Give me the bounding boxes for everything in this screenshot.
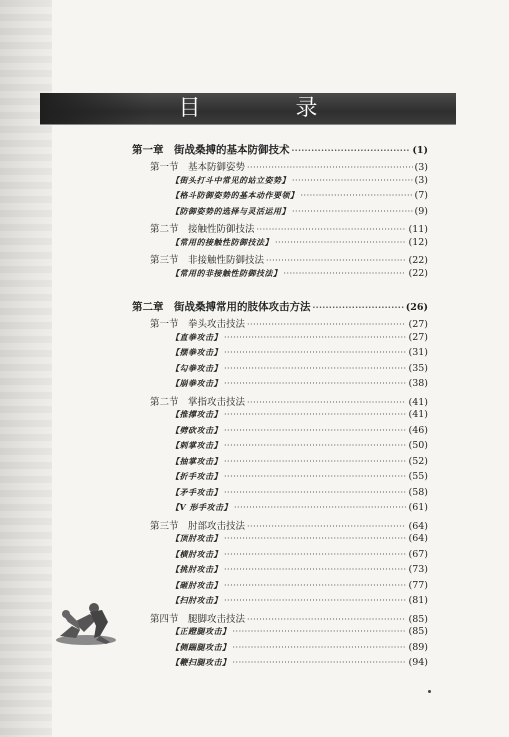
dot-leader <box>233 627 407 636</box>
toc-entry-label: 【V 形手攻击】 <box>171 502 232 512</box>
fighters-illustration <box>50 592 120 648</box>
toc-entry-label: 【刺掌攻击】 <box>171 440 222 450</box>
toc-page-number: (35) <box>408 362 428 374</box>
dot-leader <box>284 269 407 278</box>
toc-page-number: (26) <box>405 302 428 313</box>
toc-item <box>132 642 428 658</box>
toc-entry-label: 【常用的接触性防御技法】 <box>171 236 273 247</box>
toc-entry-label: 【常用的非接触性防御技法】 <box>171 267 282 278</box>
toc-entry-label: 【挑肘攻击】 <box>171 564 222 574</box>
dot-leader <box>247 615 406 624</box>
toc-item <box>132 175 428 191</box>
toc-section <box>132 518 428 534</box>
toc-page-number: (64) <box>408 533 428 544</box>
chapter-gap <box>132 283 428 299</box>
dot-leader <box>224 472 406 481</box>
toc-page-number: (9) <box>414 205 428 217</box>
toc-entry-label: 第二节 接触性防御技法 <box>150 224 255 235</box>
toc-entry-label: 【抽掌攻击】 <box>171 455 222 466</box>
toc-item <box>132 363 428 379</box>
toc-section <box>132 611 428 627</box>
toc-page-number: (27) <box>408 331 428 343</box>
toc-item <box>132 657 428 673</box>
toc-entry-label: 【劈砍攻击】 <box>171 424 222 435</box>
toc-entry-label: 【格斗防御姿势的基本动作要领】 <box>171 190 299 200</box>
dot-leader <box>224 565 406 574</box>
toc-entry-label: 第四节 腿脚攻击技法 <box>150 613 246 625</box>
dot-leader <box>233 643 407 652</box>
dot-leader <box>224 410 406 419</box>
toc-chapter <box>132 299 428 316</box>
toc-page-number: (31) <box>408 347 428 358</box>
toc-item <box>132 595 428 611</box>
dot-leader <box>301 191 413 200</box>
toc-item <box>132 268 428 284</box>
toc-entry-label: 【街头打斗中常见的站立姿势】 <box>171 174 290 185</box>
toc-page-number: (55) <box>408 471 428 482</box>
dot-leader <box>224 596 406 605</box>
toc-page-number: (22) <box>408 255 428 266</box>
dot-leader <box>292 207 413 216</box>
toc-page-number: (94) <box>408 657 428 668</box>
dot-mark <box>428 690 431 693</box>
dot-leader <box>224 333 406 342</box>
dot-leader <box>292 145 411 155</box>
dot-leader <box>275 238 406 247</box>
toc-page-number: (41) <box>408 409 428 420</box>
dot-leader <box>247 522 406 531</box>
toc-page-number: (81) <box>408 595 428 606</box>
dot-leader <box>257 225 407 234</box>
toc-page-number: (27) <box>408 319 428 330</box>
dot-leader <box>247 398 406 407</box>
toc-item <box>132 237 428 253</box>
toc-section <box>132 252 428 268</box>
toc-page-number: (3) <box>414 162 428 173</box>
toc-page-number: (1) <box>412 145 428 156</box>
toc-page-number: (38) <box>408 378 428 389</box>
toc-page-number: (7) <box>414 190 428 201</box>
dot-leader <box>247 320 406 329</box>
dot-leader <box>313 302 404 312</box>
toc-entry-label: 第二节 掌指攻击技法 <box>150 396 246 408</box>
toc-entry-label: 【防御姿势的选择与灵活运用】 <box>171 205 290 216</box>
toc-item <box>132 425 428 441</box>
toc-entry-label: 【摆拳攻击】 <box>171 347 222 357</box>
dot-leader <box>224 581 406 590</box>
toc-page-number: (61) <box>408 502 428 513</box>
dot-leader <box>224 441 406 450</box>
title-banner <box>40 93 456 124</box>
toc-entry-label: 第三节 非接触性防御技法 <box>150 255 265 266</box>
toc-item <box>132 206 428 222</box>
toc-entry-label: 【勾拳攻击】 <box>171 362 222 373</box>
toc-entry-label: 【直拳攻击】 <box>171 331 222 342</box>
toc-page-number: (58) <box>408 486 428 498</box>
toc-item <box>132 471 428 487</box>
toc-entry-label: 第一节 拳头攻击技法 <box>150 319 246 330</box>
toc-item <box>132 626 428 642</box>
page-title: 目 录 <box>178 96 362 121</box>
toc-page-number: (50) <box>408 440 428 451</box>
dot-leader <box>234 503 406 512</box>
toc-section <box>132 316 428 332</box>
toc-page-number: (73) <box>408 564 428 575</box>
toc-item <box>132 440 428 456</box>
toc-page-number: (64) <box>408 520 428 532</box>
toc-entry-label: 【矛手攻击】 <box>171 486 222 497</box>
toc-item <box>132 502 428 518</box>
toc-item <box>132 409 428 425</box>
toc-section <box>132 221 428 237</box>
toc-page-number: (3) <box>414 174 428 186</box>
toc-entry-label: 【侧踹腿攻击】 <box>171 641 231 652</box>
toc-item <box>132 533 428 549</box>
toc-section <box>132 159 428 175</box>
dot-leader <box>292 176 413 185</box>
toc-item <box>132 580 428 596</box>
toc-page-number: (85) <box>408 613 428 625</box>
toc-page-number: (52) <box>408 455 428 467</box>
toc-entry-label: 【折手攻击】 <box>171 471 222 481</box>
toc-entry-label: 第三节 肘部攻击技法 <box>150 520 246 532</box>
toc-chapter <box>132 142 428 159</box>
dot-leader <box>266 256 406 265</box>
toc-page-number: (85) <box>408 626 428 637</box>
toc-page-number: (46) <box>408 424 428 436</box>
dot-leader <box>224 426 406 435</box>
toc-item <box>132 456 428 472</box>
toc-item <box>132 487 428 503</box>
toc-page-number: (12) <box>408 236 428 248</box>
toc-entry-label: 第一节 基本防御姿势 <box>150 162 246 173</box>
table-of-contents <box>132 142 428 673</box>
toc-page-number: (67) <box>408 548 428 560</box>
dot-leader <box>224 348 406 357</box>
toc-page-number: (22) <box>408 267 428 279</box>
toc-entry-label: 【鞭扫腿攻击】 <box>171 657 231 667</box>
dot-leader <box>224 534 406 543</box>
toc-entry-label: 【顶肘攻击】 <box>171 533 222 543</box>
toc-page-number: (89) <box>408 641 428 653</box>
toc-item <box>132 564 428 580</box>
toc-page-number: (11) <box>408 224 428 235</box>
toc-entry-label: 第一章 街战桑搏的基本防御技术 <box>132 144 290 156</box>
toc-entry-label: 【正蹬腿攻击】 <box>171 626 231 636</box>
toc-item <box>132 190 428 206</box>
dot-leader <box>247 163 413 172</box>
toc-entry-label: 【砸肘攻击】 <box>171 579 222 590</box>
toc-page-number: (77) <box>408 579 428 591</box>
dot-leader <box>224 379 406 388</box>
toc-entry-label: 【推撑攻击】 <box>171 409 222 419</box>
toc-item <box>132 549 428 565</box>
toc-entry-label: 【扫肘攻击】 <box>171 595 222 605</box>
toc-item <box>132 347 428 363</box>
toc-item <box>132 378 428 394</box>
dot-leader <box>224 488 406 497</box>
dot-leader <box>224 364 406 373</box>
toc-entry-label: 【崩拳攻击】 <box>171 378 222 388</box>
dot-leader <box>224 457 406 466</box>
toc-page-number: (41) <box>408 396 428 408</box>
toc-section <box>132 394 428 410</box>
dot-leader <box>224 550 406 559</box>
dot-leader <box>233 658 407 667</box>
toc-entry-label: 【横肘攻击】 <box>171 548 222 559</box>
toc-entry-label: 第二章 街战桑搏常用的肢体攻击方法 <box>132 301 311 313</box>
toc-item <box>132 332 428 348</box>
